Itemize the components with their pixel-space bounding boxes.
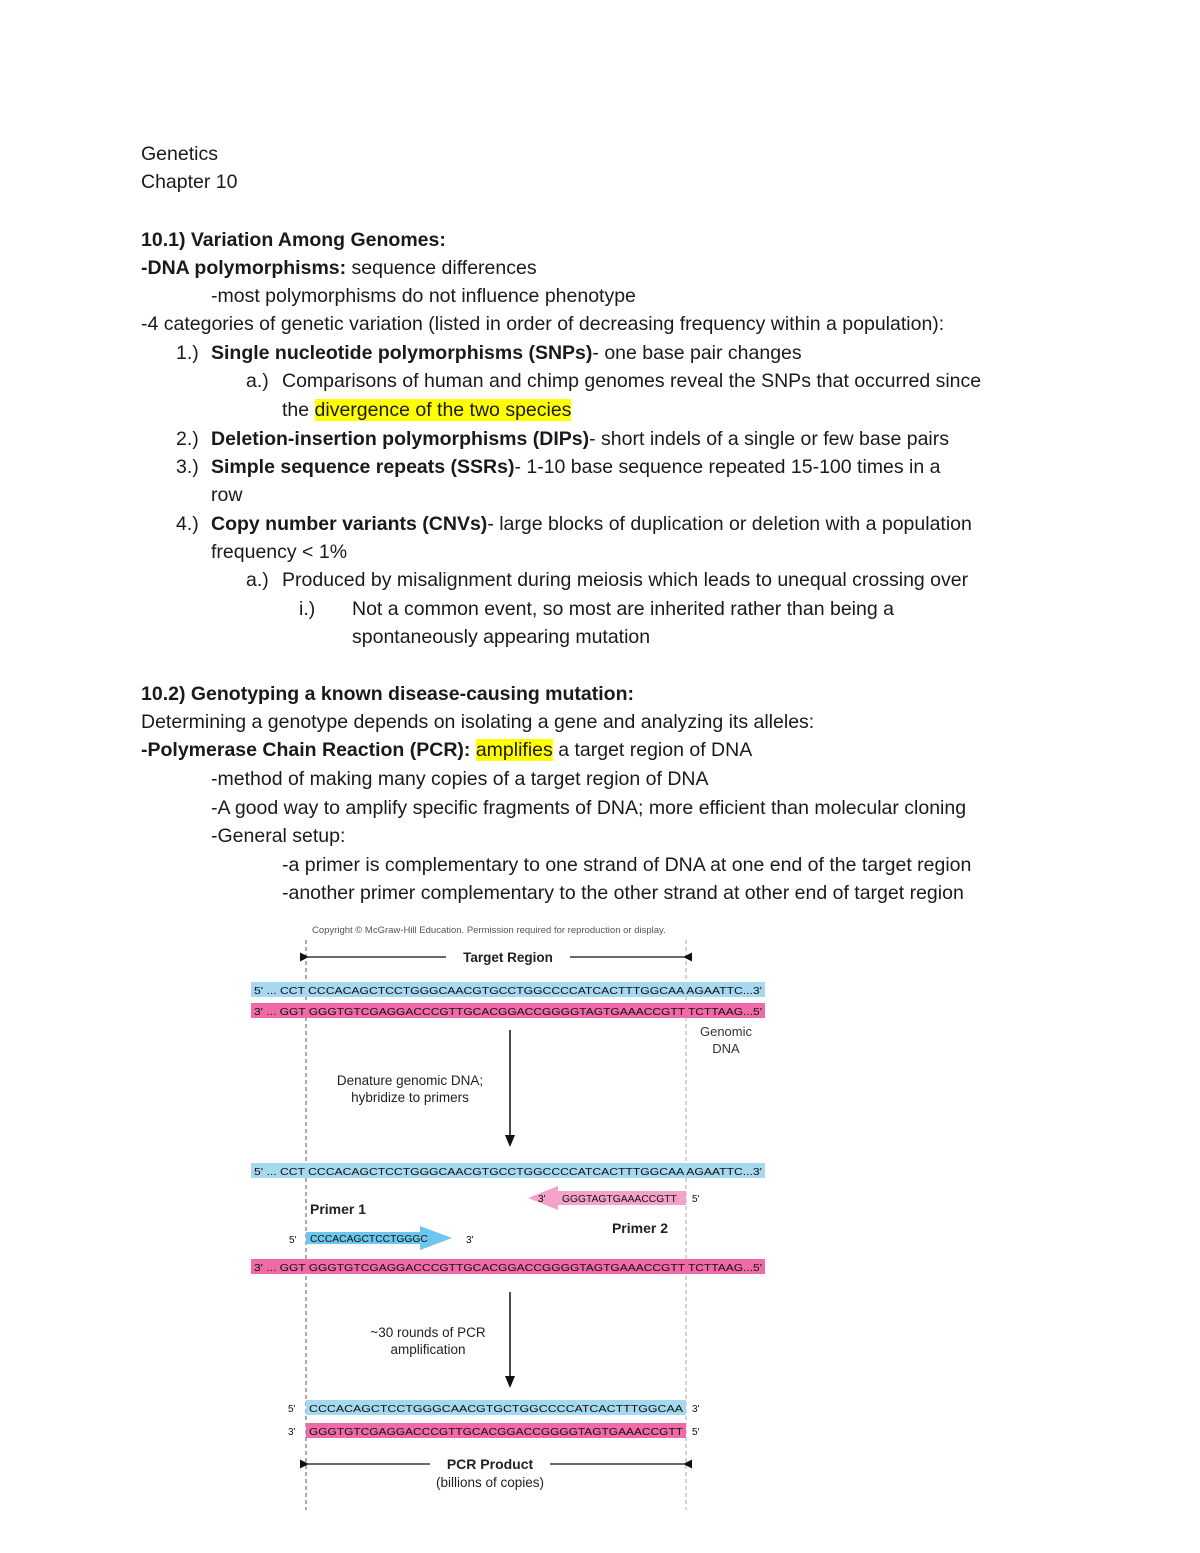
bottom-strand-seq: 3' ... GGT GGGTGTCGAGGACCCGTTGCACGGACCGGGGTAGTGAAACCGTT TCTTAAG...5'	[254, 1007, 763, 1018]
dna-label: DNA	[712, 1041, 740, 1056]
list-num-1: 1.)	[176, 342, 199, 364]
dips-desc: - short indels of a single or few base pairs	[589, 428, 949, 450]
section-10-1-heading: 10.1) Variation Among Genomes:	[141, 229, 446, 251]
primer-2-3prime: 3'	[538, 1194, 546, 1205]
divergence-highlight: divergence of the two species	[314, 399, 572, 421]
target-region-label: Target Region	[463, 950, 553, 965]
primer-1-label: Primer 1	[310, 1201, 367, 1217]
product-top-seq: CCCACAGCTCCTGGGCAACGTGCTGGCCCCATCACTTTGGCAA	[309, 1404, 684, 1415]
pcr-product-label: PCR Product	[446, 1456, 534, 1472]
dna-polymorphisms-term: -DNA polymorphisms:	[141, 257, 347, 279]
snp-sub-text-1: Comparisons of human and chimp genomes reveal the SNPs that occurred since	[282, 370, 982, 392]
dna-polymorphisms-line	[141, 254, 537, 282]
snps-term: Single nucleotide polymorphisms (SNPs)	[211, 342, 593, 364]
cnv-sub-text: Produced by misalignment during meiosis which leads to unequal crossing over	[282, 569, 969, 591]
pcr-figure	[240, 915, 780, 1515]
pcr-sub-1: -method of making many copies of a target region of DNA	[211, 768, 709, 790]
genotype-intro: Determining a genotype depends on isolating a gene and analyzing its alleles:	[141, 711, 815, 733]
rounds-label-1: ~30 rounds of PCR	[370, 1325, 486, 1340]
product-bottom-5prime: 5'	[692, 1427, 700, 1438]
pcr-sub-3b: -another primer complementary to the other strand at other end of target region	[282, 882, 964, 904]
pcr-term: -Polymerase Chain Reaction (PCR):	[141, 739, 476, 761]
product-bottom-3prime: 3'	[288, 1427, 296, 1438]
list-item-cnvs	[211, 510, 972, 538]
cnv-sub-num: a.)	[246, 569, 269, 591]
dips-term: Deletion-insertion polymorphisms (DIPs)	[211, 428, 590, 450]
genomic-label: Genomic	[699, 1024, 753, 1039]
cnv-subsub-text-1: Not a common event, so most are inherited rather than being a	[352, 598, 894, 620]
copyright-text: Copyright © McGraw-Hill Education. Permission required for reproduction or display.	[312, 925, 666, 936]
cnvs-term: Copy number variants (CNVs)	[211, 513, 488, 535]
snp-sub-num: a.)	[246, 370, 269, 392]
snp-sub-pre: the	[282, 399, 315, 421]
primer-1-3prime: 3'	[466, 1235, 474, 1246]
pcr-line	[141, 736, 752, 764]
cnvs-desc: - large blocks of duplication or deletion with a population	[487, 513, 972, 535]
subject-title: Genetics	[141, 143, 218, 165]
down-arrow-1-head	[505, 1135, 515, 1147]
pcr-sub-2: -A good way to amplify specific fragments of DNA; more efficient than molecular cloning	[211, 797, 967, 819]
pcr-sub-3a: -a primer is complementary to one strand of DNA at one end of the target region	[282, 854, 972, 876]
cnvs-desc-cont: frequency < 1%	[211, 541, 348, 563]
product-top-5prime: 5'	[288, 1404, 296, 1415]
section-10-2-heading: 10.2) Genotyping a known disease-causing mutation:	[141, 683, 635, 705]
ssrs-desc: - 1-10 base sequence repeated 15-100 times in a	[514, 456, 941, 478]
pcr-product-sub: (billions of copies)	[435, 1475, 545, 1490]
amplifies-highlight: amplifies	[475, 739, 553, 761]
denature-label-2: hybridize to primers	[351, 1090, 469, 1105]
list-num-4: 4.)	[176, 513, 199, 535]
list-item-dips	[211, 425, 949, 453]
pcr-sub-3: -General setup:	[211, 825, 346, 847]
ssrs-desc-cont: row	[211, 484, 243, 506]
pcr-diagram	[240, 915, 780, 1515]
cnv-subsub-text-2: spontaneously appearing mutation	[352, 626, 651, 648]
snps-desc: - one base pair changes	[592, 342, 802, 364]
list-num-2: 2.)	[176, 428, 199, 450]
product-bottom-seq: GGGTGTCGAGGACCCGTTGCACGGACCGGGGTAGTGAAACCGTT	[309, 1427, 684, 1438]
top-strand-seq-2: 5' ... CCT CCCACAGCTCCTGGGCAACGTGCCTGGCCCCATCACTTTGGCAA AGAATTC...3'	[254, 1167, 763, 1178]
snp-sub-text-2	[282, 396, 571, 424]
primer-2-seq: GGGTAGTGAAACCGTT	[562, 1194, 677, 1205]
top-strand-seq: 5' ... CCT CCCACAGCTCCTGGGCAACGTGCCTGGCCCCATCACTTTGGCAA AGAATTC...3'	[254, 986, 763, 997]
primer-2-label: Primer 2	[611, 1220, 669, 1236]
pcr-rest: a target region of DNA	[552, 739, 753, 761]
primer-2-5prime: 5'	[692, 1194, 700, 1205]
categories-intro: -4 categories of genetic variation (listed in order of decreasing frequency within a population):	[141, 313, 945, 335]
dna-polymorphisms-def: sequence differences	[346, 257, 537, 279]
cnv-subsub-num: i.)	[299, 598, 316, 620]
list-item-snps	[211, 339, 802, 367]
primer-1-5prime: 5'	[289, 1235, 297, 1246]
product-top-3prime: 3'	[692, 1404, 700, 1415]
down-arrow-2-head	[505, 1376, 515, 1388]
list-item-ssrs	[211, 453, 940, 481]
chapter-title: Chapter 10	[141, 171, 238, 193]
denature-label-1: Denature genomic DNA;	[336, 1073, 484, 1088]
primer-1-seq: CCCACAGCTCCTGGGC	[310, 1234, 428, 1245]
bottom-strand-seq-2: 3' ... GGT GGGTGTCGAGGACCCGTTGCACGGACCGGGGTAGTGAAACCGTT TCTTAAG...5'	[254, 1263, 763, 1274]
rounds-label-2: amplification	[390, 1342, 466, 1357]
list-num-3: 3.)	[176, 456, 199, 478]
ssrs-term: Simple sequence repeats (SSRs)	[211, 456, 515, 478]
most-polymorphisms-line: -most polymorphisms do not influence phenotype	[211, 285, 636, 307]
